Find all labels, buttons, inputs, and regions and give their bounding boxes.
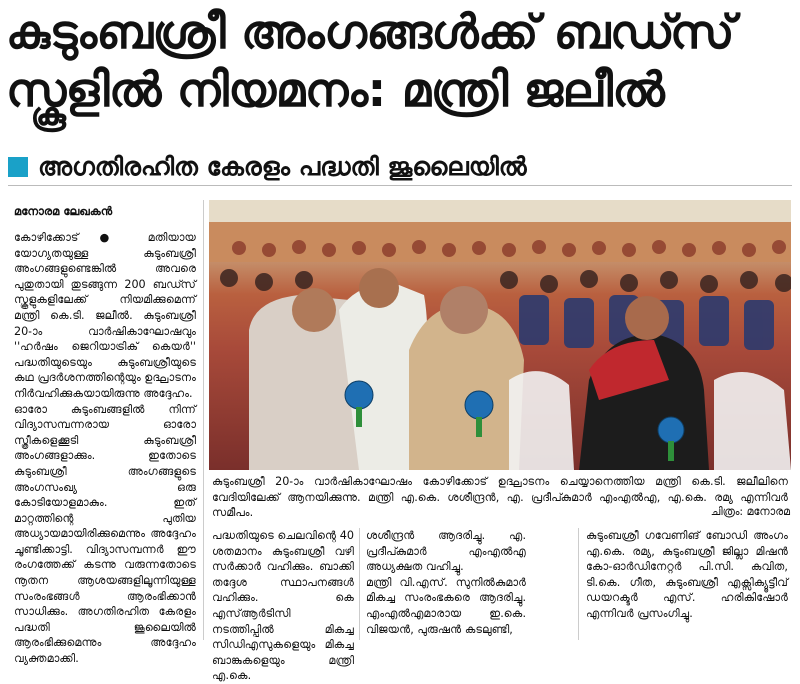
divider: [8, 185, 792, 186]
accent-square-icon: [8, 157, 28, 177]
subheadline: അഗതിരഹിത കേരളം പദ്ധതി ജൂലൈയിൽ: [38, 152, 527, 181]
subheadline-row: [8, 152, 788, 182]
article-body-col-1: പദ്ധതിയുടെ ചെലവിന്റെ 40 ശതമാനം കുടുംബശ്രീ വഴി സർക്കാർ വഹിക്കും. ബാക്കി തദ്ദേശ സ്ഥാപനങ്ങൾ വഹിക്കും. കെ എസ്ആർടിസി നടത്തിപ്പിൽ മികച്ച സിഡിഎസുകളെയും മികച്ച ബാങ്കുകളെയും മന്ത്രി എ.കെ.: [212, 529, 354, 683]
headline: കുടുംബശ്രീ അംഗങ്ങൾക്ക് ബഡ്സ് സ്കൂളിൽ നിയമനം: മന്ത്രി ജലീൽ: [6, 5, 734, 118]
article-body-left: കോഴിക്കോട് ● മതിയായ യോഗ്യതയുള്ള കുടുംബശ്രീ അംഗങ്ങളുണ്ടെങ്കിൽ അവരെ പുതുതായി തുടങ്ങുന്ന 200 ബഡ്സ് സ്കൂളുകളിലേക്ക് നിയമിക്കുമെന്ന് മന്ത്രി കെ.ടി. ജലീൽ. കുടുംബശ്രീ 20-ാം വാർഷികാഘോഷവും ''ഹർഷം ജെറിയാട്രിക് കെയർ'' പദ്ധതിയുടെയും കുടുംബശ്രീയുടെ കഥ പ്രദർശനത്തിന്റെയും ഉദ്ഘാടനം നിർവഹിക്കുകയായിരുന്നു അദ്ദേഹം. ഓരോ കുടുംബങ്ങളിൽ നിന്ന് വിദ്യാസമ്പന്നരായ ഓരോ സ്ത്രീകളെക്കൂടി കുടുംബശ്രീ അംഗങ്ങളാക്കും. ഇതോടെ കുടുംബശ്രീ അംഗങ്ങളുടെ അംഗസംഖ്യ ഒരു കോടിയോളമാകും. ഇത് മാറ്റത്തിന്റെ പുതിയ അധ്യായമായിരിക്കുമെന്നും അദ്ദേഹം ചൂണ്ടിക്കാട്ടി. വിദ്യാസമ്പന്നർ ഈ രംഗത്തേക്ക് കടന്നു വരുന്നതോടെ നൂതന ആശയങ്ങളിലൂന്നിയുള്ള സംരംഭങ്ങൾ ആരംഭിക്കാൻ സാധിക്കും. അഗതിരഹിത കേരളം പദ്ധതി ജൂലൈയിൽ ആരംഭിക്കുമെന്നും അദ്ദേഹം വ്യക്തമാക്കി.: [14, 231, 196, 666]
column-divider: [203, 200, 204, 640]
crowd-photo-illustration: [209, 200, 791, 470]
news-photo: [209, 200, 791, 470]
column-divider: [578, 528, 579, 640]
photo-credit: ചിത്രം: മനോരമ: [710, 505, 790, 518]
column-divider: [359, 528, 360, 640]
byline: മനോരമ ലേഖകൻ: [14, 204, 113, 218]
article-body-col-2: ശശീന്ദ്രൻ ആദരിച്ചു. എ. പ്രദീപ്കുമാർ എംഎൽഎ അധ്യക്ഷത വഹിച്ചു. മന്ത്രി വി.എസ്. സുനിൽകുമാർ മികച്ച സംരംഭകരെ ആദരിച്ചു. എംഎൽഎമാരായ ഇ.കെ. വിജയൻ, പുരുഷൻ കടലുണ്ടി,: [366, 529, 526, 636]
photo-caption: കുടുംബശ്രീ 20-ാം വാർഷികാഘോഷം കോഴിക്കോട് ഉദ്ഘാടനം ചെയ്യാനെത്തിയ മന്ത്രി കെ.ടി. ജലീലിനെ വേദിയിലേക്ക് ആനയിക്കുന്നു. മന്ത്രി എ.കെ. ശശീന്ദ്രൻ, എ. പ്രദീപ്കുമാർ എംഎൽഎ, എ.കെ. രമ്യ എന്നിവർ സമീപം.: [212, 475, 788, 519]
article-body-col-3: കുടുംബശ്രീ ഗവേണിങ് ബോഡി അംഗം എ.കെ. രമ്യ, കുടുംബശ്രീ ജില്ലാ മിഷൻ കോ-ഓർഡിനേറ്റർ പി.സി. കവിത, ടി.കെ. ഗീത, കുടുംബശ്രീ എക്സിക്യൂട്ടീവ് ഡയറക്ടർ എസ്. ഹരികിഷോർ എന്നിവർ പ്രസംഗിച്ചു.: [586, 529, 788, 620]
